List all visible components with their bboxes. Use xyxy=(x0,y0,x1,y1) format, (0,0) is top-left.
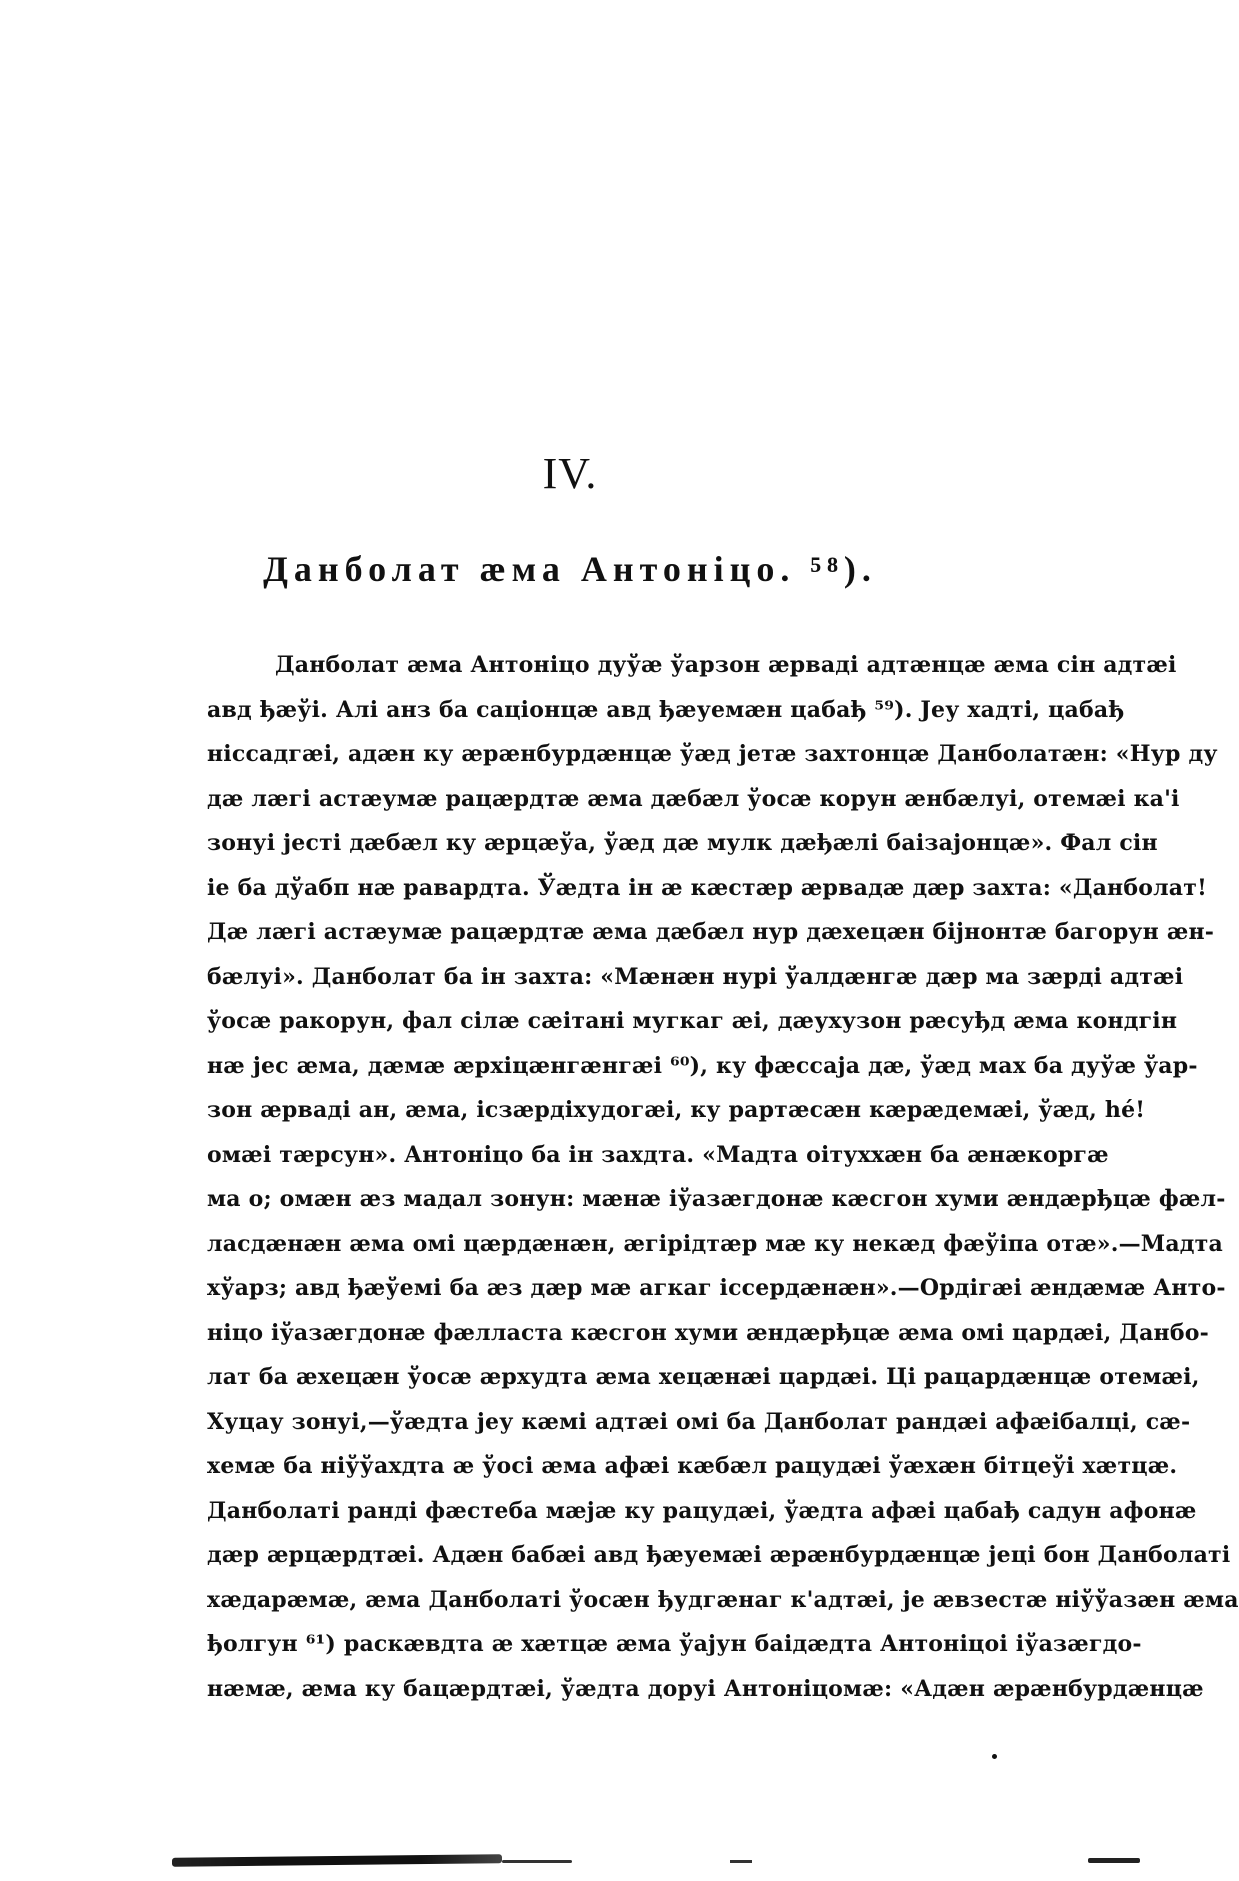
text-line: нæ jес æма, дæмæ æрхiцæнгæнгæi ⁶⁰), ку фæссаjа дæ, ўæд мах ба дуўæ ўар- xyxy=(207,1052,1198,1079)
text-line: нiссадгæi, адæн ку æрæнбурдæнцæ ўæд jетæ захтонцæ Данболатæн: «Нур ду xyxy=(207,741,1218,767)
text-line: Дæ лæгi астæумæ рацæрдтæ æма дæбæл нур дæхецæн бiјнонтæ багорун æн- xyxy=(207,919,1215,945)
chapter-number: IV. xyxy=(542,449,598,498)
text-line: лат ба æхецæн ўосæ æрхудта æма хецæнæi цардæi. Цi рацардæнцæ отемæi, xyxy=(207,1364,1200,1390)
text-line: авд ђæўi. Алi анз ба сацiонцæ авд ђæуемæн цабађ ⁵⁹). Jеу хадтi, цабађ xyxy=(207,696,1125,723)
text-line: нiцо iўазæгдонæ фæлласта кæсгон хуми æндæрђцæ æма омi цардæi, Данбо- xyxy=(207,1319,1209,1346)
text-line: Данболатi рандi фæстеба мæjæ ку рацудæi, ўæдта афæi цабађ садун афонæ xyxy=(207,1497,1197,1524)
text-line: зон æрвадi ан, æма, iсзæрдiхудогæi, ку рартæсæн кæрæдемæi, ўæд, hé! xyxy=(207,1097,1146,1123)
text-line: нæмæ, æма ку бацæрдтæi, ўæдта доруi Антонiцомæ: «Адæн æрæнбурдæнцæ xyxy=(207,1675,1204,1702)
bottom-rule-left-tail xyxy=(502,1860,572,1863)
text-line: хæдарæмæ, æма Данболатi ўосæн ђудгæнаг к'адтæi, jе æвзестæ нiўўазæн æма xyxy=(207,1586,1239,1613)
text-line: iе ба дўабп нæ равардта. Ўæдта iн æ кæстæр æрвадæ дæр захта: «Данболат! xyxy=(207,874,1207,901)
text-line: Данболат æма Антонiцо дуўæ ўарзон æрвадi адтæнцæ æма сiн адтæi xyxy=(275,652,1177,678)
text-line: дæ лæгi астæумæ рацæрдтæ æма дæбæл ўосæ корун æнбæлуi, отемæi ка'i xyxy=(207,785,1180,812)
text-line: ђолгун ⁶¹) раскæвдта æ хæтцæ æма ўаjун баiдæдта Антонiцоi iўазæгдо- xyxy=(207,1631,1142,1657)
bottom-rule-right xyxy=(1088,1858,1140,1863)
bottom-rule-left xyxy=(172,1854,502,1866)
text-line: Хуцау зонуi,—ўæдта jеу кæмi адтæi омi ба Данболат рандæi афæiбалцi, сæ- xyxy=(207,1408,1191,1435)
text-line: хемæ ба нiўўахдта æ ўосi æма афæi кæбæл рацудæi ўæхæн бiтцеўi хæтцæ. xyxy=(207,1453,1178,1479)
text-line: ўосæ ракорун, фал сiлæ сæiтанi мугкаг æi, дæухузон рæсуђд æма кондгiн xyxy=(207,1008,1178,1034)
body-text xyxy=(207,643,1239,1711)
ink-speck xyxy=(992,1754,997,1759)
text-line: ма о; омæн æз мадал зонун: мæнæ iўазæгдонæ кæсгон хуми æндæрђцæ фæл- xyxy=(207,1186,1226,1212)
text-line: ласдæнæн æма омi цæрдæнæн, æгiрiдтæр мæ ку некæд фæўiпа отæ».—Мадта xyxy=(207,1230,1223,1257)
chapter-title: Данболат æма Антонiцо. ⁵⁸). xyxy=(263,549,877,589)
bottom-rule-mid xyxy=(730,1860,752,1863)
text-line: омæi тæрсун». Антонiцо ба iн захдта. «Мадта оiтуххæн ба æнæкоргæ xyxy=(207,1141,1109,1168)
text-line: бæлуi». Данболат ба iн захта: «Мæнæн нурi ўалдæнгæ дæр ма зæрдi адтæi xyxy=(207,963,1184,990)
text-line: хўарз; авд ђæўемi ба æз дæр мæ агкаг iссердæнæн».—Ордiгæi æндæмæ Анто- xyxy=(207,1275,1226,1301)
text-line: дæр æрцæрдтæi. Адæн бабæi авд ђæуемæi æрæнбурдæнцæ jецi бон Данболатi xyxy=(207,1542,1231,1568)
text-line: зонуi jестi дæбæл ку æрцæўа, ўæд дæ мулк дæђæлi баiзаjонцæ». Фал сiн xyxy=(207,830,1158,856)
